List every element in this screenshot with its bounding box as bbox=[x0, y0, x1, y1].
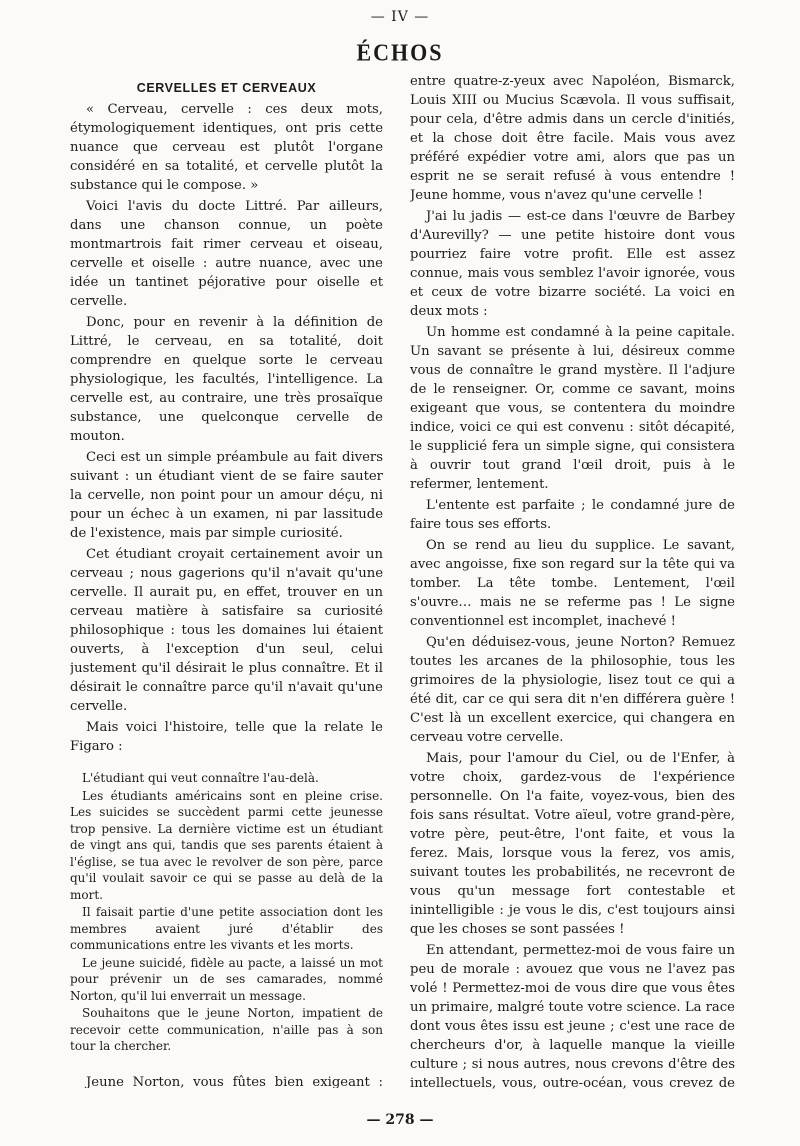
quote-paragraph: Le jeune suicidé, fidèle au pacte, a laissé un mot pour prévenir un de ses camarades, nommé Norton, qu'il lui enverrait un message. bbox=[70, 955, 383, 1003]
paragraph: L'entente est parfaite ; le condamné jure de faire tous ses efforts. bbox=[410, 498, 735, 532]
paragraph: J'ai lu jadis — est-ce dans l'œuvre de Barbey d'Aurevilly? — une petite histoire dont vous pourriez faire votre profit. Elle est assez connue, mais vous semblez l'avoir ignorée, vous et ceux de votre bizarre société. La voici en deux mots : bbox=[410, 209, 735, 319]
paragraph: Qu'en déduisez-vous, jeune Norton? Remuez toutes les arcanes de la philosophie, tous les grimoires de la physiologie, lisez tout ce qui a été dit, car ce qui sera dit n'en différera guère ! C'est là un excellent exercice, qui changera en cerveau votre cervelle. bbox=[410, 635, 735, 745]
quote-paragraph: Il faisait partie d'une petite association dont les membres avaient juré d'établir des communications entre les vivants et les morts. bbox=[70, 905, 383, 952]
paragraph: On se rend au lieu du supplice. Le savant, avec angoisse, fixe son regard sur la tête qui va tomber. La tête tombe. Lentement, l'œil s'ouvre… mais ne se referme pas ! Le signe conventionnel est incomplet, inachevé ! bbox=[410, 538, 735, 629]
paragraph: Jeune Norton, vous fûtes bien exigeant : bbox=[86, 1074, 383, 1088]
left-column bbox=[70, 80, 383, 1088]
paragraph: En attendant, permettez-moi de vous faire un peu de morale : avouez que vous ne l'avez pas volé ! Permettez-moi de vous dire que vous êtes un primaire, malgré toute votre science. La race dont vous êtes issu est jeune ; c'est une race de chercheurs d'or, à laquelle manque la vieille culture ; si nous autres, nous crevons d'être des intellectuels, vous, outre-océan, vous crevez de bbox=[410, 943, 735, 1090]
paragraph: Ceci est un simple préambule au fait divers suivant : un étudiant vient de se faire sauter la cervelle, non point pour un amour déçu, ni pour un échec à un examen, ni par lassitude de l'existence, mais par simple curiosité. bbox=[70, 450, 383, 541]
quoted-news-item bbox=[70, 770, 383, 1055]
quote-paragraph: Souhaitons que le jeune Norton, impatient de recevoir cette communication, n'aille pas à son tour la chercher. bbox=[70, 1006, 383, 1053]
paragraph: Cet étudiant croyait certainement avoir un cerveau ; nous gagerions qu'il n'avait qu'une cervelle. Il aurait pu, en effet, trouver en un cerveau matière à satisfaire sa curiosité philosophique : tous les domaines lui étaient ouverts, à l'exception d'un seul, celui justement qu'il désirait le plus connaître. Et il désirait le connaître parce qu'il n'avait qu'une cervelle. bbox=[70, 547, 383, 714]
right-column bbox=[410, 72, 735, 1090]
paragraph: Mais, pour l'amour du Ciel, ou de l'Enfer, à votre choix, gardez-vous de l'expérience personnelle. On l'a faite, voyez-vous, bien des fois sans résultat. Votre aïeul, votre grand-père, votre père, peut-être, l'ont faite, et vous la ferez. Mais, lorsque vous la ferez, vos amis, suivant toutes les probabilités, ne recevront de vous qu'un message fort contestable et inintelligible : je vous le dis, c'est toujours ainsi que les choses se sont passées ! bbox=[410, 751, 735, 937]
paragraph: entre quatre-z-yeux avec Napoléon, Bismarck, Louis XIII ou Mucius Scævola. Il vous suffisait, pour cela, d'être admis dans un cercle d'initiés, et la chose doit être facile. Mais vous avez préféré expédier votre ami, alors que pas un esprit ne se serait refusé à vous entendre ! Jeune homme, vous n'avez qu'une cervelle ! bbox=[410, 74, 735, 203]
page-number: — 278 — bbox=[366, 1112, 434, 1128]
paragraph: Mais voici l'histoire, telle que la relate le Figaro : bbox=[70, 720, 383, 754]
paragraph: Voici l'avis du docte Littré. Par ailleurs, dans une chanson connue, un poète montmartrois fait rimer cerveau et oiseau, cervelle et oiselle : autre nuance, avec une idée un tantinet péjorative pour oiselle et cervelle. bbox=[70, 199, 383, 309]
folio-top: — IV — bbox=[370, 9, 430, 25]
section-title: ÉCHOS bbox=[356, 38, 444, 67]
article-title: CERVELLES ET CERVEAUX bbox=[136, 81, 317, 95]
quote-headline: L'étudiant qui veut connaître l'au-delà. bbox=[82, 771, 319, 785]
paragraph: Un homme est condamné à la peine capitale. Un savant se présente à lui, désireux comme vous de connaître le grand mystère. Il l'adjure de le renseigner. Or, comme ce savant, moins exigeant que vous, se contentera du moindre indice, voici ce qui est convenu : sitôt décapité, le supplicié fera un simple signe, qui consistera à ouvrir tout grand l'œil droit, puis à le refermer, lentement. bbox=[410, 325, 735, 492]
quote-paragraph: Les étudiants américains sont en pleine crise. Les suicides se succèdent parmi cette jeunesse trop pensive. La dernière victime est un étudiant de vingt ans qui, tandis que ses parents étaient à l'église, se tua avec le revolver de son père, parce qu'il voulait savoir ce qui se passe au delà de la mort. bbox=[70, 788, 383, 902]
paragraph: « Cerveau, cervelle : ces deux mots, étymologiquement identiques, ont pris cette nuance que cerveau est plutôt l'organe considéré en sa totalité, et cervelle plutôt la substance qui le compose. » bbox=[70, 102, 383, 193]
paragraph: Donc, pour en revenir à la définition de Littré, le cerveau, en sa totalité, doit comprendre en quelque sorte le cerveau physiologique, les facultés, l'intelligence. La cervelle est, au contraire, une très prosaïque substance, une quelconque cervelle de mouton. bbox=[70, 315, 383, 444]
